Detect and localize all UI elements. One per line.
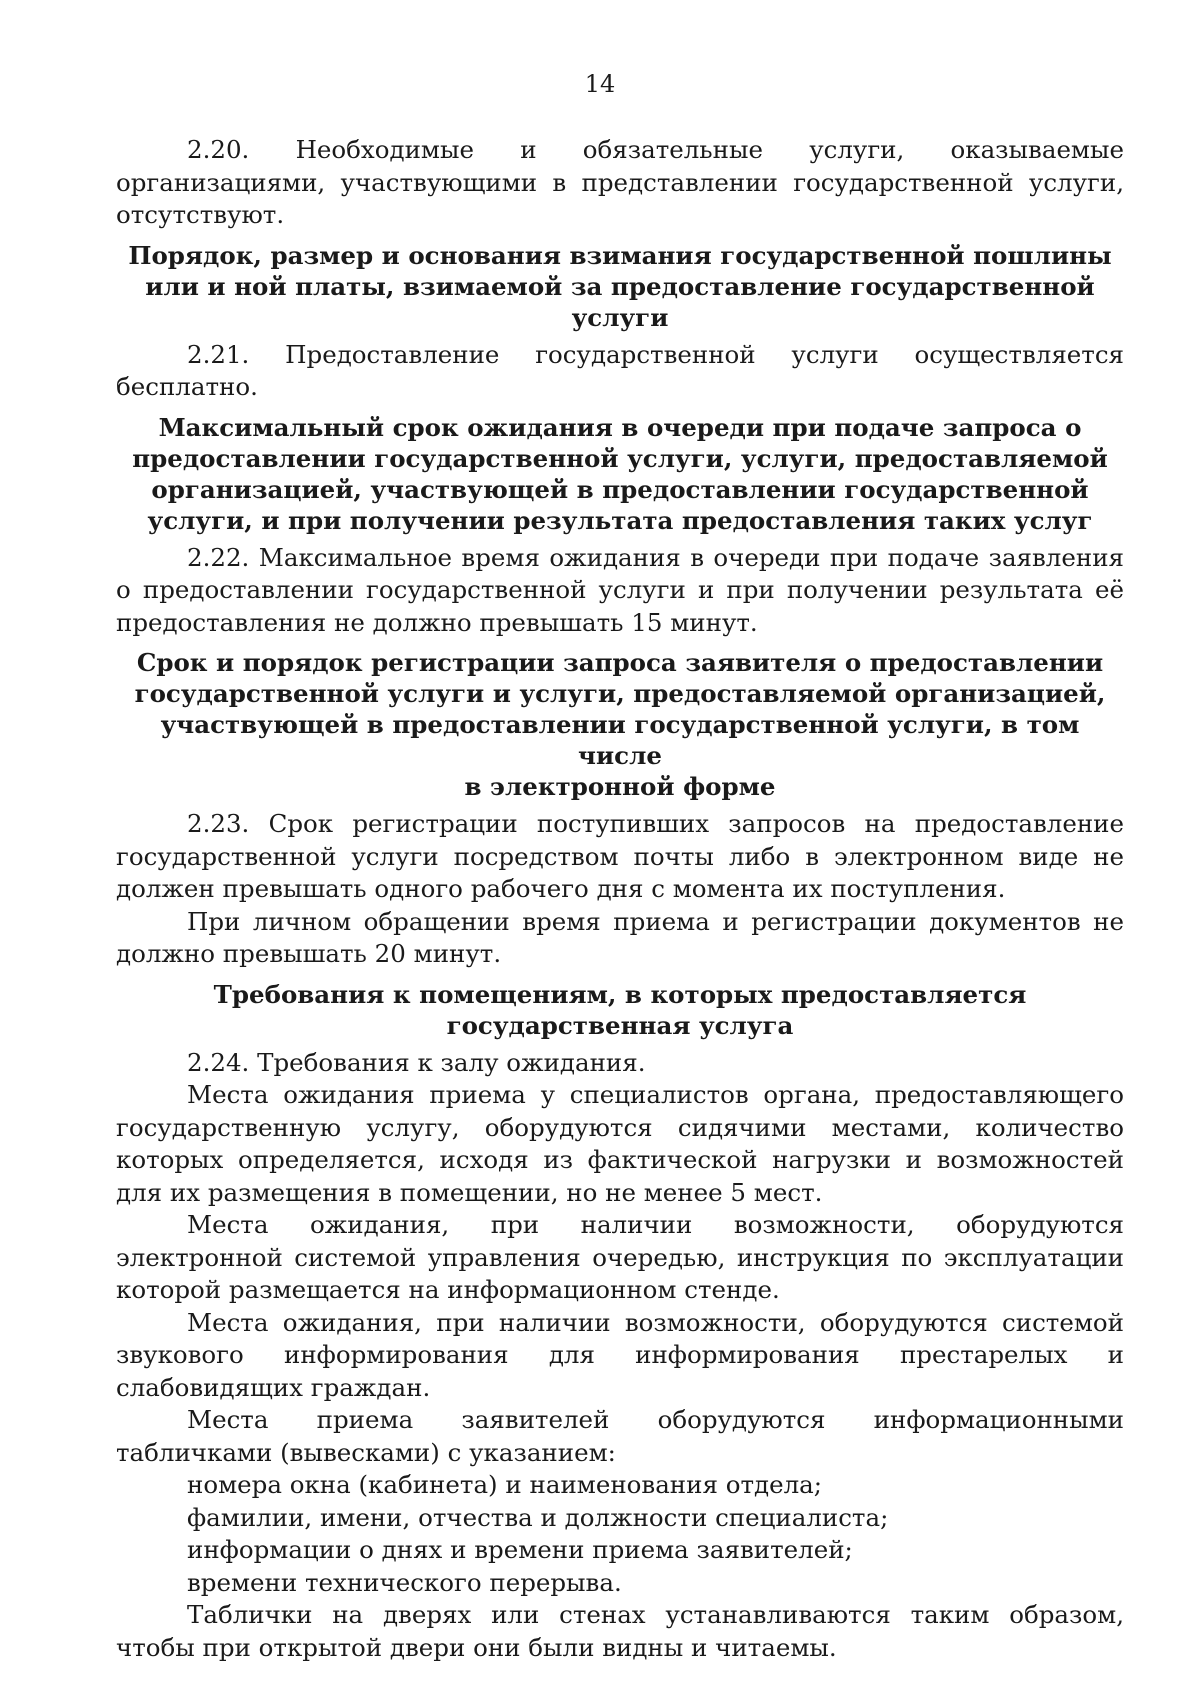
- paragraph-personal-visit: При личном обращении время приема и регистрации документов не должно превышать 20 минут.: [116, 906, 1124, 968]
- paragraph-2-21: 2.21. Предоставление государственной услуги осуществляется бесплатно.: [116, 339, 1124, 401]
- heading-registration-electronic: в электронной форме: [464, 772, 776, 801]
- heading-room-requirements: Требования к помещениям, в которых предоставляется государственная услуга: [213, 979, 1027, 1040]
- paragraph-2-23: 2.23. Срок регистрации поступивших запросов на предоставление государственной услуги посредством почты либо в электронном виде не должен превышать одного рабочего дня с момента их поступления.: [116, 809, 1124, 903]
- page-number: 14: [584, 70, 616, 98]
- document-body: [116, 134, 1124, 1664]
- paragraph-2-20: 2.20. Необходимые и обязательные услуги, оказываемые организациями, участвующими в представлении государственной услуги, отсутствуют.: [116, 135, 1124, 229]
- heading-fee: Порядок, размер и основания взимания государственной пошлины или и ной платы, взимаемой за предоставление государственной услуги: [128, 240, 1112, 332]
- paragraph-signs: Места приема заявителей оборудуются информационными табличками (вывесками) с указанием:: [116, 1405, 1124, 1467]
- list-item: времени технического перерыва.: [187, 1567, 622, 1597]
- paragraph-2-22: 2.22. Максимальное время ожидания в очереди при подаче заявления о предоставлении государственной услуги и при получении результата её предоставления не должно превышать 15 минут.: [116, 542, 1124, 637]
- heading-wait-time: Максимальный срок ожидания в очереди при подаче запроса о предоставлении государственной услуги, услуги, предоставляемой организацией, участвующей в предоставлении государственной услуги, и при получении результата предоставления таких услуг: [132, 412, 1108, 535]
- paragraph-queue-system: Места ожидания, при наличии возможности, оборудуются электронной системой управления очередью, инструкция по эксплуатации которой размещается на информационном стенде.: [116, 1210, 1124, 1304]
- list-item: номера окна (кабинета) и наименования отдела;: [187, 1470, 823, 1499]
- heading-registration: Срок и порядок регистрации запроса заявителя о предоставлении государственной услуги и услуги, предоставляемой организацией, участвующей в предоставлении государственной услуги, в том числе: [134, 648, 1106, 770]
- list-item: информации о днях и времени приема заявителей;: [187, 1535, 853, 1564]
- list-item: фамилии, имени, отчества и должности специалиста;: [187, 1502, 889, 1532]
- paragraph-seating: Места ожидания приема у специалистов органа, предоставляющего государственную услугу, оборудуются сидячими местами, количество которых определяется, исходя из фактической нагрузки и возможностей для их размещения в помещении, но не менее 5 мест.: [116, 1080, 1124, 1207]
- paragraph-2-24: 2.24. Требования к залу ожидания.: [187, 1047, 646, 1077]
- paragraph-door-signs: Таблички на дверях или стенах устанавливаются таким образом, чтобы при открытой двери они были видны и читаемы.: [116, 1600, 1124, 1662]
- paragraph-sound-system: Места ожидания, при наличии возможности, оборудуются системой звукового информирования для информирования престарелых и слабовидящих граждан.: [116, 1307, 1124, 1402]
